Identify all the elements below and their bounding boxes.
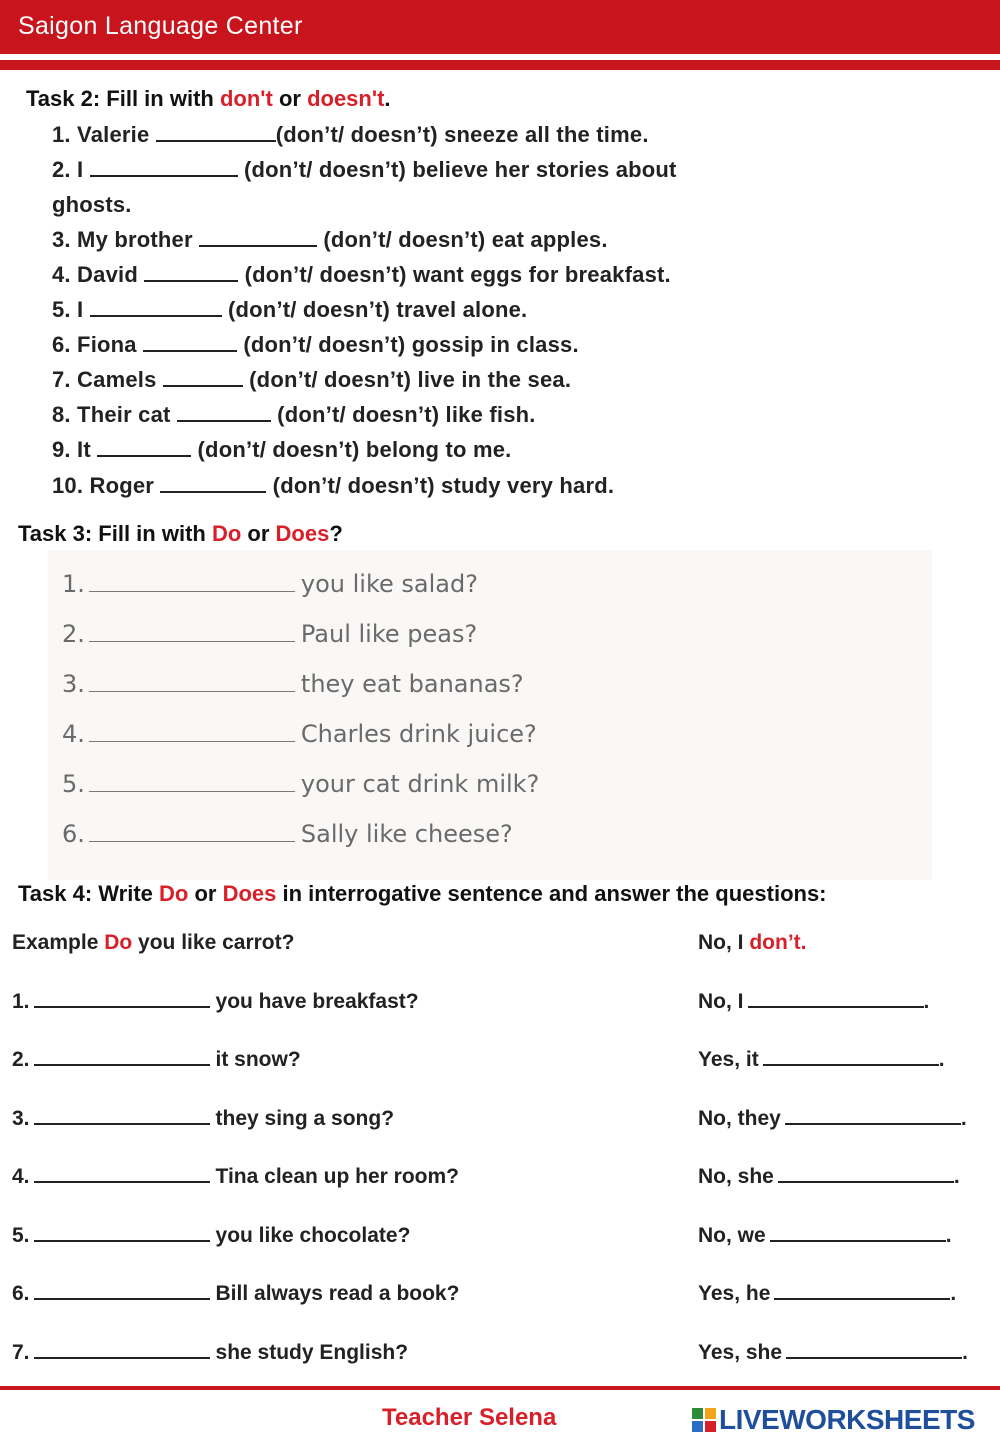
task4-question: 7. she study English? xyxy=(12,1341,409,1364)
header-divider xyxy=(0,60,1000,70)
task4-example-answer: No, I don’t. xyxy=(698,931,807,954)
task4-question: 3. they sing a song? xyxy=(12,1107,395,1130)
answer-blank[interactable] xyxy=(89,673,295,692)
task2-item: 8. Their cat (don’t/ doesn’t) like fish. xyxy=(52,402,536,427)
brand-logo[interactable] xyxy=(692,1404,975,1436)
answer-blank[interactable] xyxy=(144,262,238,282)
answer-blank[interactable] xyxy=(156,122,276,142)
task2-item: 10. Roger (don’t/ doesn’t) study very hard. xyxy=(52,473,615,498)
answer-blank[interactable] xyxy=(90,157,238,177)
answer-blank[interactable] xyxy=(34,1224,210,1242)
task2-title: Task 2: Fill in with don't or doesn't. xyxy=(26,86,391,111)
answer-blank[interactable] xyxy=(778,1165,954,1183)
task4-title: Task 4: Write Do or Does in interrogative sentence and answer the questions: xyxy=(18,881,827,906)
task2-item: 2. I (don’t/ doesn’t) believe her stories about xyxy=(52,157,677,182)
answer-blank[interactable] xyxy=(763,1048,939,1066)
task4-question: 5. you like chocolate? xyxy=(12,1224,411,1247)
task3-item: 4. Charles drink juice? xyxy=(62,720,537,748)
answer-blank[interactable] xyxy=(89,723,295,742)
answer-blank[interactable] xyxy=(785,1107,961,1125)
task2-item: 9. It (don’t/ doesn’t) belong to me. xyxy=(52,437,512,462)
answer-blank[interactable] xyxy=(89,823,295,842)
answer-blank[interactable] xyxy=(34,1107,210,1125)
answer-blank[interactable] xyxy=(34,1165,210,1183)
task4-answer: No, she . xyxy=(698,1165,960,1188)
answer-blank[interactable] xyxy=(774,1282,950,1300)
answer-blank[interactable] xyxy=(199,227,317,247)
answer-blank[interactable] xyxy=(177,402,271,422)
answer-blank[interactable] xyxy=(770,1224,946,1242)
task2-item: 6. Fiona (don’t/ doesn’t) gossip in class. xyxy=(52,332,579,357)
answer-blank[interactable] xyxy=(143,332,237,352)
task2-item: 7. Camels (don’t/ doesn’t) live in the sea. xyxy=(52,367,572,392)
answer-blank[interactable] xyxy=(34,1341,210,1359)
answer-blank[interactable] xyxy=(34,990,210,1008)
teacher-name: Teacher Selena xyxy=(382,1404,557,1431)
task4-answer: Yes, she . xyxy=(698,1341,968,1364)
task4-question: 4. Tina clean up her room? xyxy=(12,1165,460,1188)
liveworksheets-icon xyxy=(692,1408,716,1432)
task4-question: 1. you have breakfast? xyxy=(12,990,419,1013)
task2-item: 1. Valerie (don’t/ doesn’t) sneeze all the time. xyxy=(52,122,649,147)
task4-example-question: Example Do you like carrot? xyxy=(12,931,295,954)
task3-item: 6. Sally like cheese? xyxy=(62,820,513,848)
task3-title: Task 3: Fill in with Do or Does? xyxy=(18,521,343,546)
answer-blank[interactable] xyxy=(786,1341,962,1359)
task4-answer: Yes, it . xyxy=(698,1048,945,1071)
header-title: Saigon Language Center xyxy=(18,12,303,40)
task3-item: 3. they eat bananas? xyxy=(62,670,524,698)
answer-blank[interactable] xyxy=(89,573,295,592)
answer-blank[interactable] xyxy=(97,437,191,457)
page-header xyxy=(0,0,1000,54)
task3-item: 1. you like salad? xyxy=(62,570,478,598)
answer-blank[interactable] xyxy=(160,473,266,493)
task4-question: 2. it snow? xyxy=(12,1048,301,1071)
task3-item: 2. Paul like peas? xyxy=(62,620,478,648)
task4-answer: No, I . xyxy=(698,990,930,1013)
task2-item-continued: ghosts. xyxy=(52,192,132,217)
task4-answer: No, we . xyxy=(698,1224,952,1247)
answer-blank[interactable] xyxy=(34,1282,210,1300)
answer-blank[interactable] xyxy=(163,367,243,387)
answer-blank[interactable] xyxy=(34,1048,210,1066)
answer-blank[interactable] xyxy=(89,773,295,792)
brand-name: LIVEWORKSHEETS xyxy=(719,1404,975,1435)
task2-item: 4. David (don’t/ doesn’t) want eggs for breakfast. xyxy=(52,262,671,287)
task2-item: 3. My brother (don’t/ doesn’t) eat apples. xyxy=(52,227,608,252)
task4-answer: No, they . xyxy=(698,1107,967,1130)
task4-answer: Yes, he . xyxy=(698,1282,957,1305)
footer-divider xyxy=(0,1386,1000,1390)
answer-blank[interactable] xyxy=(748,990,924,1008)
answer-blank[interactable] xyxy=(89,623,295,642)
task2-item: 5. I (don’t/ doesn’t) travel alone. xyxy=(52,297,528,322)
answer-blank[interactable] xyxy=(90,297,222,317)
task3-item: 5. your cat drink milk? xyxy=(62,770,540,798)
task4-question: 6. Bill always read a book? xyxy=(12,1282,460,1305)
